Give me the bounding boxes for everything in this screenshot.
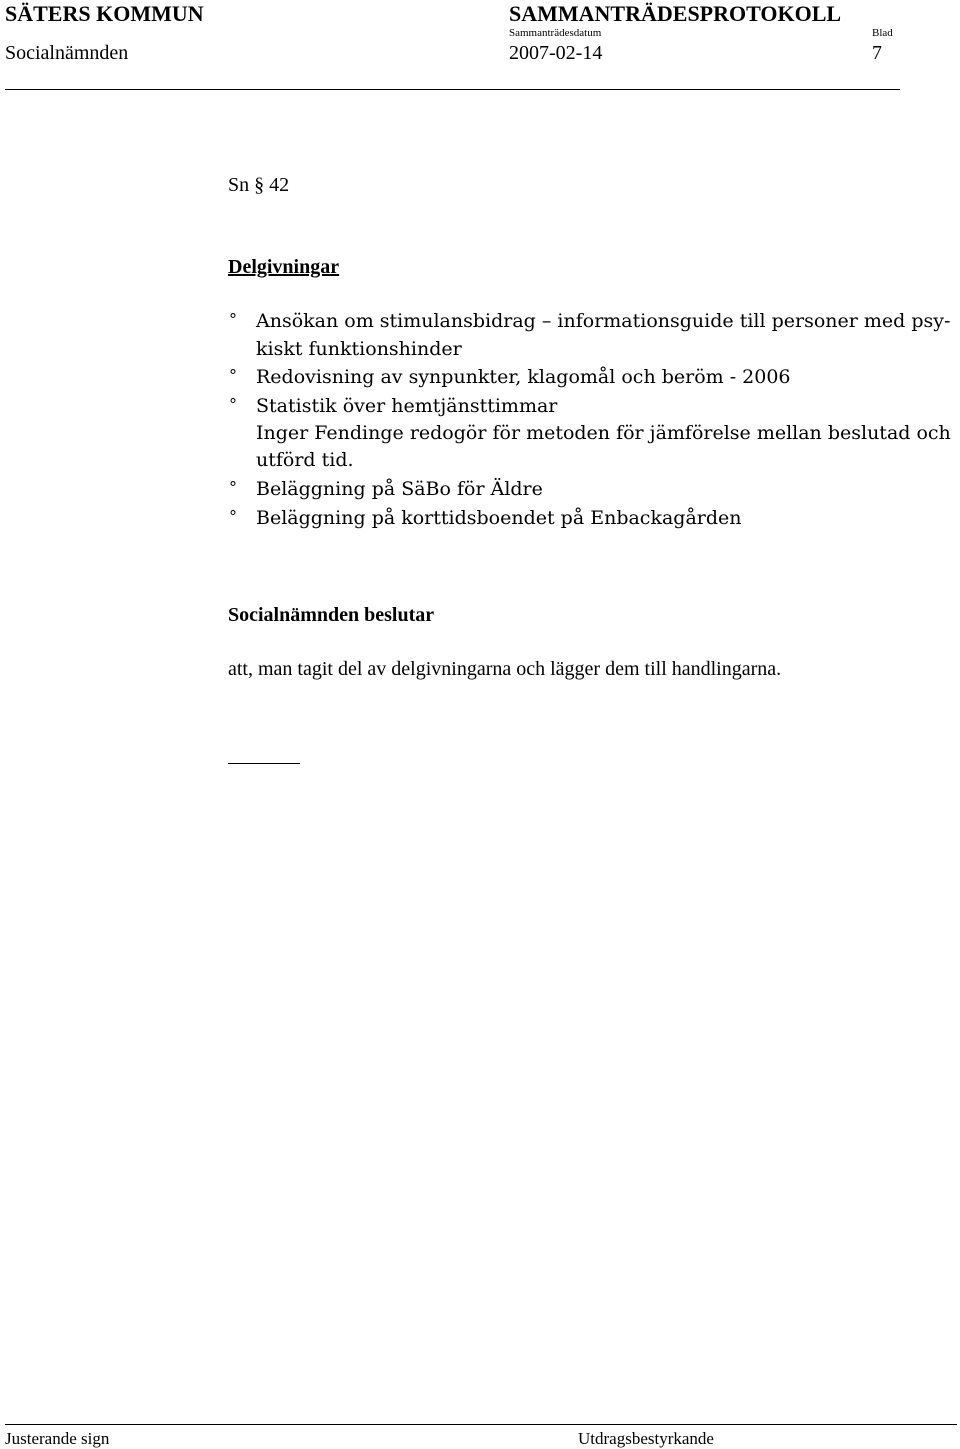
municipality-name: SÄTERS KOMMUN (5, 1, 204, 26)
list-item-line: Beläggning på korttidsboendet på Enbackagården (256, 507, 742, 529)
page-number: 7 (872, 42, 882, 64)
list-item-line: Statistik över hemtjänsttimmar (256, 395, 558, 417)
bullet-marker: ° (229, 310, 237, 329)
date-label: Sammanträdesdatum (509, 27, 602, 39)
bullet-marker: ° (229, 366, 237, 385)
footer-extract-label: Utdragsbestyrkande (578, 1429, 714, 1448)
section-id: Sn § 42 (228, 174, 290, 196)
header-rule (5, 89, 900, 90)
decision-heading: Socialnämnden beslutar (228, 604, 435, 626)
section-end-rule (228, 763, 300, 764)
footer-rule (5, 1424, 957, 1425)
list-item-line: Beläggning på SäBo för Äldre (256, 478, 543, 500)
list-item-line: Ansökan om stimulansbidrag – informationsguide till personer med psy- (256, 310, 951, 332)
footer-sign-label: Justerande sign (5, 1429, 110, 1448)
list-item-line: Redovisning av synpunkter, klagomål och beröm - 2006 (256, 366, 791, 388)
committee-name: Socialnämnden (5, 42, 129, 64)
list-item-line: kiskt funktionshinder (256, 338, 462, 360)
meeting-date: 2007-02-14 (509, 42, 603, 64)
page-label: Blad (872, 27, 893, 39)
bullet-marker: ° (229, 395, 237, 414)
document-type: SAMMANTRÄDESPROTOKOLL (509, 1, 842, 26)
list-item-line: Inger Fendinge redogör för metoden för jämförelse mellan beslutad och (256, 422, 951, 444)
decision-text: att, man tagit del av delgivningarna och lägger dem till handlingarna. (228, 658, 782, 680)
bullet-marker: ° (229, 507, 237, 526)
bullet-marker: ° (229, 478, 237, 497)
list-item-line: utförd tid. (256, 449, 354, 471)
section-heading: Delgivningar (228, 256, 340, 278)
